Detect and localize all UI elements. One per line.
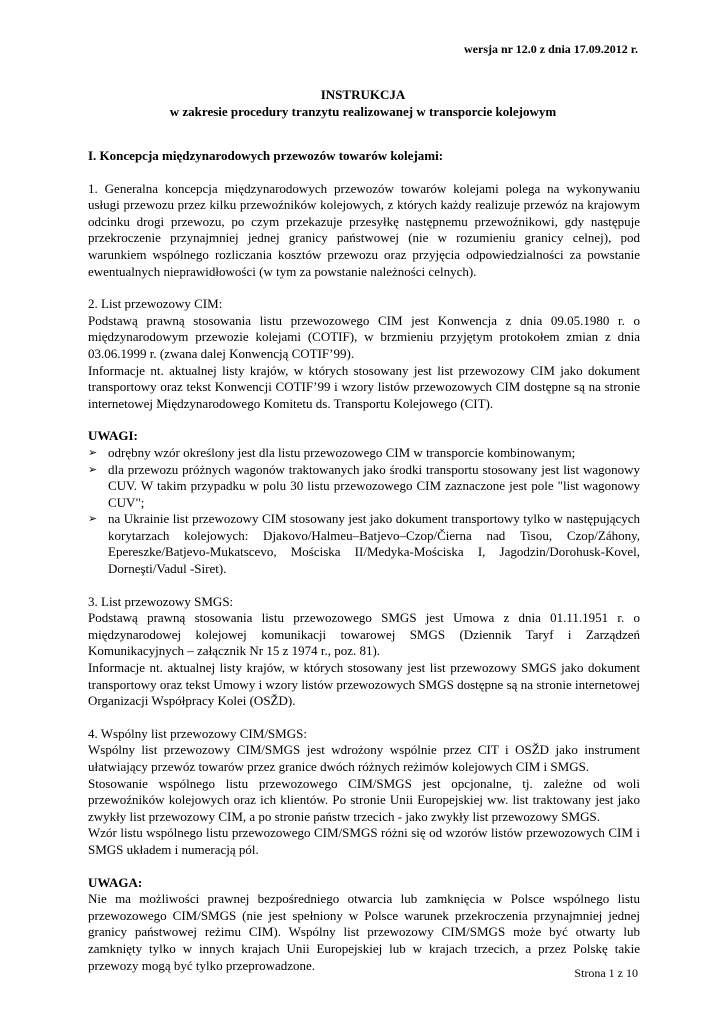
title-line-1: INSTRUKCJA [320,87,406,102]
paragraph-4b: Stosowanie wspólnego listu przewozowego CIM/SMGS jest opcjonalne, tj. zależne od woli przewoźników kolejowych oraz ich klientów. Po stronie Unii Europejskiej ww. list traktowany jest jako zwykły list przewozowy CIM, a po stronie państw trzecich - jako zwykły list przewozowy SMGS. [88,775,640,824]
paragraph-1: 1. Generalna koncepcja międzynarodowych przewozów towarów kolejami polega na wykonywaniu usługi przewozu przez kilku przewoźników kolejowych, z których każdy realizuje przewóz na krajowym odcinku drogi przewozu, po czym przekazuje przesyłkę następnemu przewoźnikowi, gdy następuje przekroczenie przynajmniej jednej granicy państwowej (nie w rozumieniu granicy celnej), pod warunkiem wspólnego rozliczania kosztów przewozu oraz przyjęcia odpowiedzialności za powstanie ewentualnych nieprawidłowości (w tym za powstanie należności celnych). [88,180,640,279]
list-item: ➢ na Ukrainie list przewozowy CIM stosowany jest jako dokument transportowy tylko w następujących korytarzach kolejowych: Djakovo/Halmeu–Batjevo–Czop/Čierna nad Tisou, Czop/Záhony, Epereszke/Batjevo-Mukatscevo, Mościska II/Medyka-Mościska I, Jagodzin/Dorohusk-Kovel, Dorneşti/Vadul -Siret). [88,511,640,577]
paragraph-4a: Wspólny list przewozowy CIM/SMGS jest wdrożony wspólnie przez CIT i OSŽD jako instrument ułatwiający przewóz towarów przez granice dwóch różnych reżimów kolejowych CIM i SMGS. [88,742,640,774]
uwaga-label: UWAGA: [88,874,143,890]
document-title [88,86,638,120]
uwagi-label: UWAGI: [88,428,138,444]
list-item: ➢ dla przewozu próżnych wagonów traktowanych jako środki transportu stosowany jest list wagonowy CUV. W takim przypadku w polu 30 listu przewozowego CIM zaznaczone jest pole "list wagonowy CUV"; [88,461,640,510]
paragraph-3-title: 3. List przewozowy SMGS: [88,593,234,609]
list-item: ➢ odrębny wzór określony jest dla listu przewozowego CIM w transporcie kombinowanym; [88,444,576,460]
paragraph-4-title: 4. Wspólny list przewozowy CIM/SMGS: [88,725,307,741]
arrow-bullet-icon: ➢ [88,513,98,526]
arrow-bullet-icon: ➢ [88,463,98,476]
title-line-2: w zakresie procedury tranzytu realizowanej w transporcie kolejowym [169,104,557,119]
document-version: wersja nr 12.0 z dnia 17.09.2012 r. [464,42,638,56]
paragraph-2a: Podstawą prawną stosowania listu przewozowego CIM jest Konwencja z dnia 09.05.1980 r. o międzynarodowym przewozie kolejami (COTIF), w brzmieniu przyjętym protokołem zmian z dnia 03.06.1999 r. (zwana dalej Konwencją COTIF’99). [88,312,640,361]
paragraph-2b: Informacje nt. aktualnej listy krajów, w których stosowany jest list przewozowy CIM jako dokument transportowy oraz tekst Konwencji COTIF’99 i wzory listów przewozowych CIM dostępne są na stronie internetowej Międzynarodowego Komitetu ds. Transportu Kolejowego (CIT). [88,362,640,411]
paragraph-3b: Informacje nt. aktualnej listy krajów, w których stosowany jest list przewozowy SMGS jako dokument transportowy oraz tekst Umowy i wzory listów przewozowych SMGS dostępne są na stronie internetowej Organizacji Współpracy Kolei (OSŽD). [88,660,640,709]
paragraph-2-title: 2. List przewozowy CIM: [88,296,223,312]
uwagi-list [88,445,640,578]
section-heading: I. Koncepcja międzynarodowych przewozów towarów kolejami: [88,148,444,163]
page-number: Strona 1 z 10 [574,966,638,980]
paragraph-4c: Wzór listu wspólnego listu przewozowego CIM/SMGS różni się od wzorów listów przewozowych CIM i SMGS układem i numeracją pól. [88,825,640,857]
uwaga-text: Nie ma możliwości prawnej bezpośredniego otwarcia lub zamknięcia w Polsce wspólnego listu przewozowego CIM/SMGS (nie jest spełniony w Polsce warunek przekroczenia przynajmniej jednej granicy państwowej reżimu CIM). Wspólny list przewozowy CIM/SMGS może być otwarty lub zamknięty tylko w innych krajach Unii Europejskiej lub w krajach trzecich, a przez Polskę takie przewozy mogą być tylko przeprowadzone. [88,891,640,973]
paragraph-3a: Podstawą prawną stosowania listu przewozowego SMGS jest Umowa z dnia 01.11.1951 r. o międzynarodowej kolejowej komunikacji towarowej SMGS (Dziennik Taryf i Zarządzeń Komunikacyjnych – załącznik Nr 15 z 1974 r., poz. 81). [88,610,640,659]
arrow-bullet-icon: ➢ [88,446,98,459]
document-body [88,148,640,974]
